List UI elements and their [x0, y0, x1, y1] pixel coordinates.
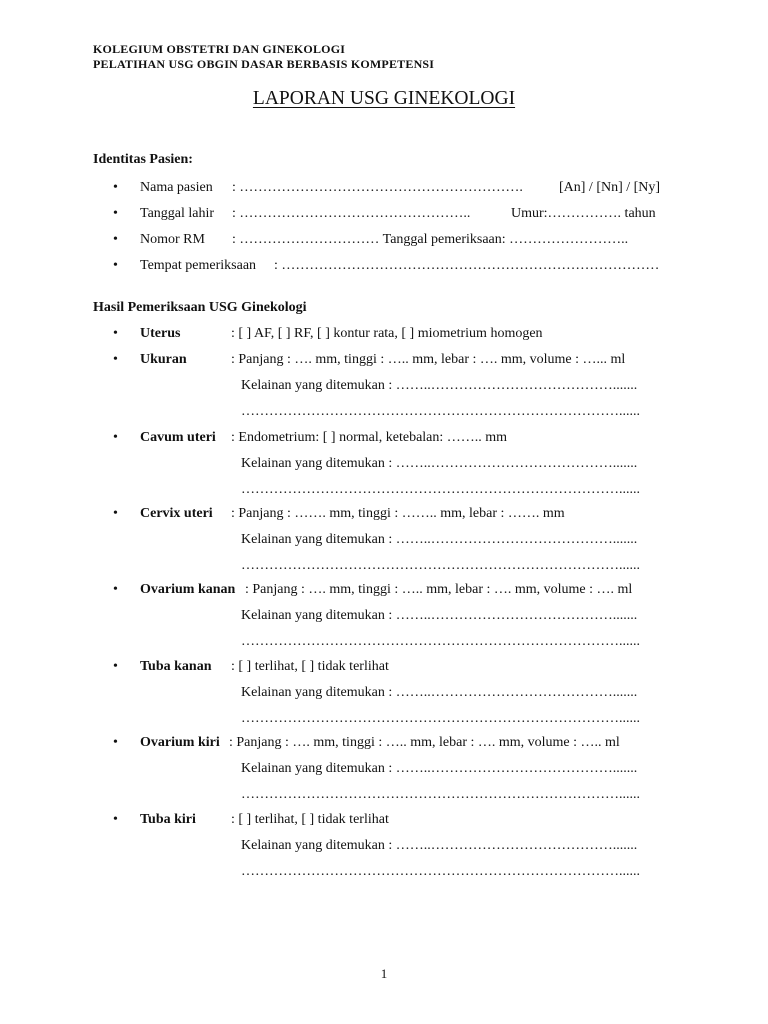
field-ukuran[interactable]: : Panjang : …. mm, tinggi : ….. mm, lebar : …. mm, volume : …... ml — [231, 352, 626, 367]
label-uterus: Uterus — [140, 326, 181, 341]
field-cervix-uteri[interactable]: : Panjang : ……. mm, tinggi : …….. mm, lebar : ……. mm — [231, 506, 565, 521]
bullet-icon: • — [113, 430, 118, 445]
bullet-icon: • — [113, 232, 118, 247]
field-tempat-pemeriksaan[interactable]: : ……………………………………………………………………… — [274, 258, 660, 273]
field-dots-cavum[interactable]: ………………………………………………………………………...... — [241, 482, 640, 497]
field-dots-tuba-kanan[interactable]: ………………………………………………………………………...... — [241, 711, 640, 726]
label-ovarium-kiri: Ovarium kiri — [140, 735, 220, 750]
field-dots-cervix[interactable]: ………………………………………………………………………...... — [241, 558, 640, 573]
bullet-icon: • — [113, 180, 118, 195]
bullet-icon: • — [113, 812, 118, 827]
page-title-text: LAPORAN USG GINEKOLOGI — [252, 88, 516, 109]
field-kelainan-ukuran[interactable]: Kelainan yang ditemukan : ……..…………………………………....... — [241, 378, 638, 393]
label-ukuran: Ukuran — [140, 352, 187, 367]
bullet-icon: • — [113, 735, 118, 750]
page-title — [0, 88, 768, 110]
bullet-icon: • — [113, 659, 118, 674]
field-ovarium-kanan[interactable]: : Panjang : …. mm, tinggi : ….. mm, lebar : …. mm, volume : …. ml — [245, 582, 633, 597]
field-kelainan-tuba-kanan[interactable]: Kelainan yang ditemukan : ……..…………………………………....... — [241, 685, 638, 700]
header-program: PELATIHAN USG OBGIN DASAR BERBASIS KOMPETENSI — [93, 57, 435, 71]
field-tanggal-lahir[interactable]: : ………………………………………….. — [232, 206, 471, 221]
label-nomor-rm: Nomor RM — [140, 232, 205, 247]
bullet-icon: • — [113, 582, 118, 597]
label-cavum-uteri: Cavum uteri — [140, 430, 216, 445]
field-umur[interactable]: Umur:……………. tahun — [511, 206, 656, 221]
page-number: 1 — [380, 966, 388, 981]
label-nama-pasien: Nama pasien — [140, 180, 213, 195]
field-dots-ukuran[interactable]: ………………………………………………………………………...... — [241, 404, 640, 419]
field-dots-ovarium-kiri[interactable]: ………………………………………………………………………...... — [241, 787, 640, 802]
section-heading-identitas: Identitas Pasien: — [93, 152, 193, 167]
field-dots-ovarium-kanan[interactable]: ………………………………………………………………………...... — [241, 634, 640, 649]
label-ovarium-kanan: Ovarium kanan — [140, 582, 236, 597]
field-tuba-kiri[interactable]: : [ ] terlihat, [ ] tidak terlihat — [231, 812, 389, 827]
label-cervix-uteri: Cervix uteri — [140, 506, 213, 521]
label-tempat-pemeriksaan: Tempat pemeriksaan — [140, 258, 257, 273]
bullet-icon: • — [113, 506, 118, 521]
field-tuba-kanan[interactable]: : [ ] terlihat, [ ] tidak terlihat — [231, 659, 389, 674]
header-institution: KOLEGIUM OBSTETRI DAN GINEKOLOGI — [93, 42, 346, 56]
field-ovarium-kiri[interactable]: : Panjang : …. mm, tinggi : ….. mm, lebar : …. mm, volume : ….. ml — [229, 735, 620, 750]
field-uterus-options[interactable]: : [ ] AF, [ ] RF, [ ] kontur rata, [ ] miometrium homogen — [231, 326, 543, 341]
field-nama-pasien[interactable]: : ……………………………………………………. — [232, 180, 523, 195]
field-kelainan-cervix[interactable]: Kelainan yang ditemukan : ……..…………………………………....... — [241, 532, 638, 547]
field-nomor-rm-tanggal-pemeriksaan[interactable]: : ………………………… Tanggal pemeriksaan: …………………….. — [232, 232, 629, 247]
field-cavum-uteri[interactable]: : Endometrium: [ ] normal, ketebalan: …….. mm — [231, 430, 508, 445]
bullet-icon: • — [113, 352, 118, 367]
field-kelainan-ovarium-kanan[interactable]: Kelainan yang ditemukan : ……..…………………………………....... — [241, 608, 638, 623]
field-kelainan-tuba-kiri[interactable]: Kelainan yang ditemukan : ……..…………………………………....... — [241, 838, 638, 853]
field-dots-tuba-kiri[interactable]: ………………………………………………………………………...... — [241, 864, 640, 879]
label-tuba-kanan: Tuba kanan — [140, 659, 212, 674]
bullet-icon: • — [113, 326, 118, 341]
field-kelainan-cavum[interactable]: Kelainan yang ditemukan : ……..…………………………………....... — [241, 456, 638, 471]
bullet-icon: • — [113, 206, 118, 221]
label-tuba-kiri: Tuba kiri — [140, 812, 196, 827]
section-heading-hasil: Hasil Pemeriksaan USG Ginekologi — [93, 300, 307, 315]
label-tanggal-lahir: Tanggal lahir — [140, 206, 215, 221]
field-gender-options[interactable]: [An] / [Nn] / [Ny] — [559, 180, 661, 195]
field-kelainan-ovarium-kiri[interactable]: Kelainan yang ditemukan : ……..…………………………………....... — [241, 761, 638, 776]
bullet-icon: • — [113, 258, 118, 273]
